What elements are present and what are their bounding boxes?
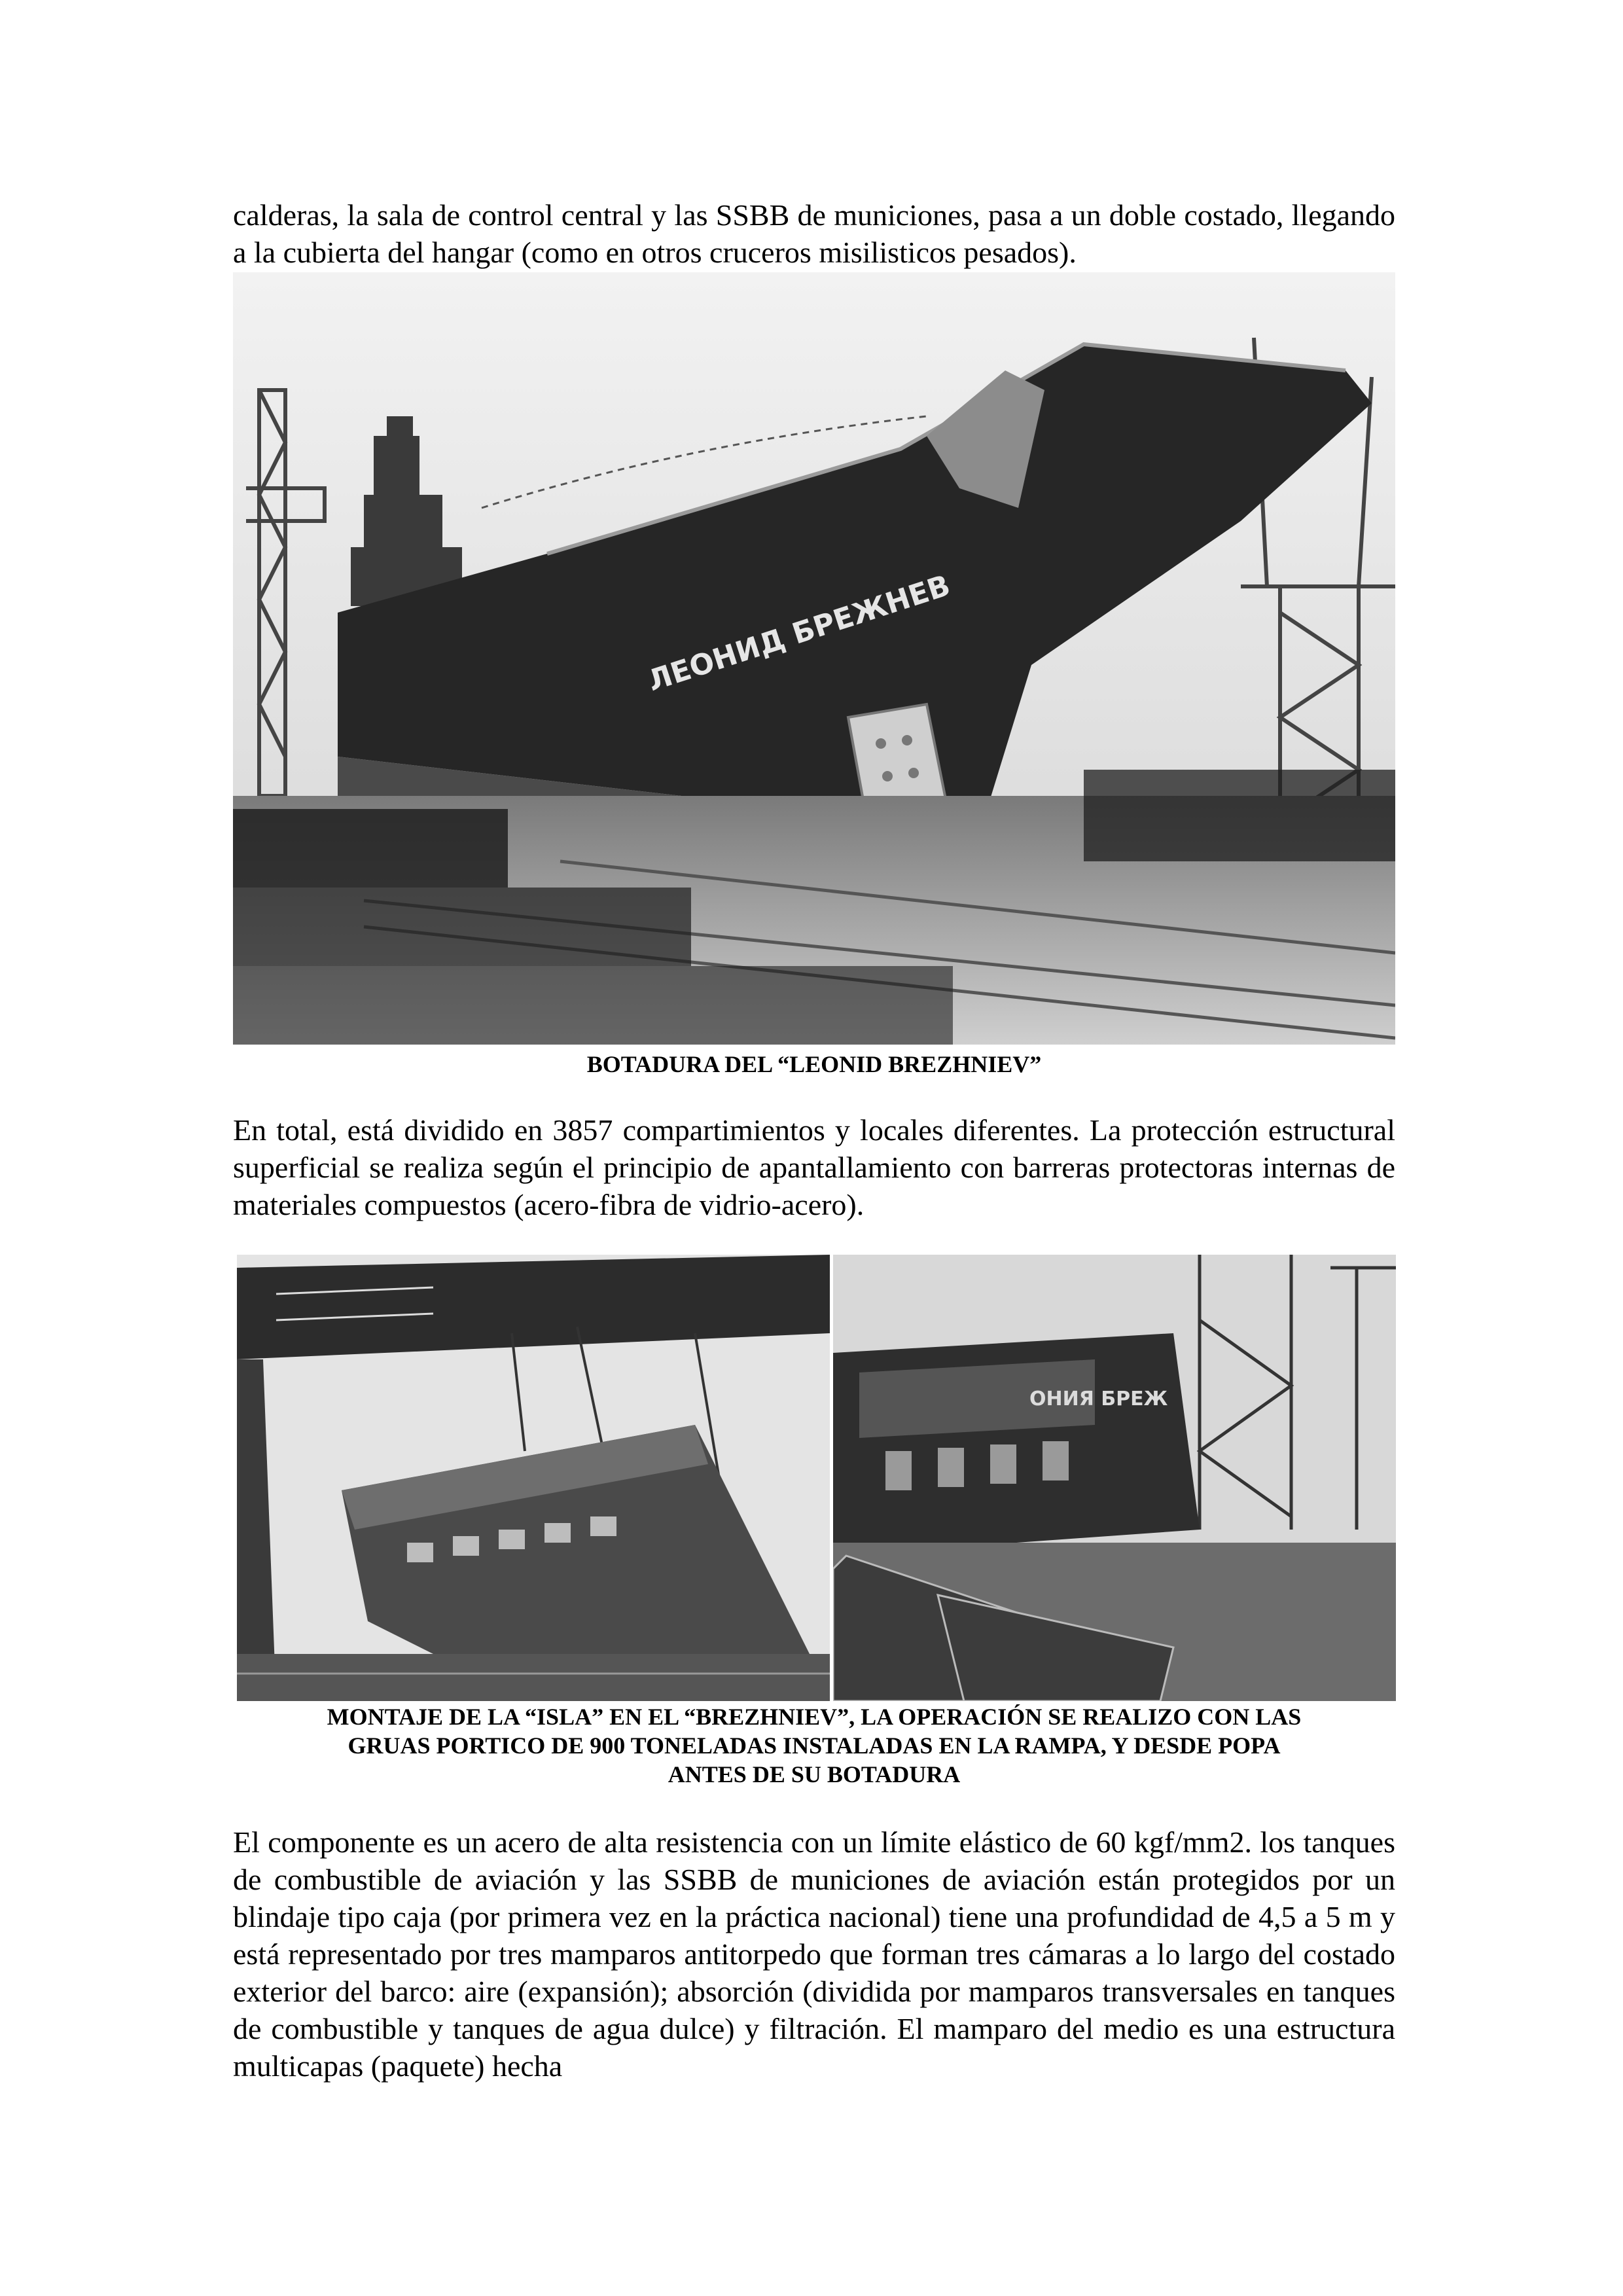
stern-construction-photo: [833, 1255, 1396, 1701]
island-crane-photo: [237, 1255, 830, 1701]
paragraph-compartments: En total, está dividido en 3857 compartimientos y locales diferentes. La protección estructural superficial se realiza según el principio de apantallamiento con barreras protectoras internas de materiales compuestos (acero-fibra de vidrio-acero).: [233, 1113, 1395, 1221]
caption-launch: BOTADURA DEL “LEONID BREZHNIEV”: [586, 1051, 1042, 1077]
paragraph-boilers: calderas, la sala de control central y las SSBB de municiones, pasa a un doble costado, llegando a la cubierta del hangar (como en otros cruceros misilisticos pesados).: [233, 198, 1395, 269]
launch-photo: [233, 272, 1395, 1045]
hull-lettering: ЛЕОНИД БРЕЖНЕВ: [643, 568, 955, 698]
hull-lettering: ОНИЯ БРЕЖ: [1029, 1388, 1168, 1410]
caption-line: MONTAJE DE LA “ISLA” EN EL “BREZHNIEV”, LA OPERACIÓN SE REALIZO CON LAS: [327, 1704, 1302, 1730]
paragraph-steel-armor: El componente es un acero de alta resistencia con un límite elástico de 60 kgf/mm2. los tanques de combustible de aviación y las SSBB de municiones de aviación están protegidos por un blindaje tipo caja (por primera vez en la práctica nacional) tiene una profundidad de 4,5 a 5 m y está representado por tres mamparos antitorpedo que forman tres cámaras a lo largo del costado exterior del barco: aire (expansión); absorción (dividida por mamparos transversales en tanques de combustible y tanques de agua dulce) y filtración. El mamparo del medio es una estructura multicapas (paquete) hecha: [233, 1825, 1395, 2083]
caption-line: GRUAS PORTICO DE 900 TONELADAS INSTALADAS EN LA RAMPA, Y DESDE POPA: [348, 1732, 1281, 1759]
caption-line: ANTES DE SU BOTADURA: [668, 1761, 961, 1787]
